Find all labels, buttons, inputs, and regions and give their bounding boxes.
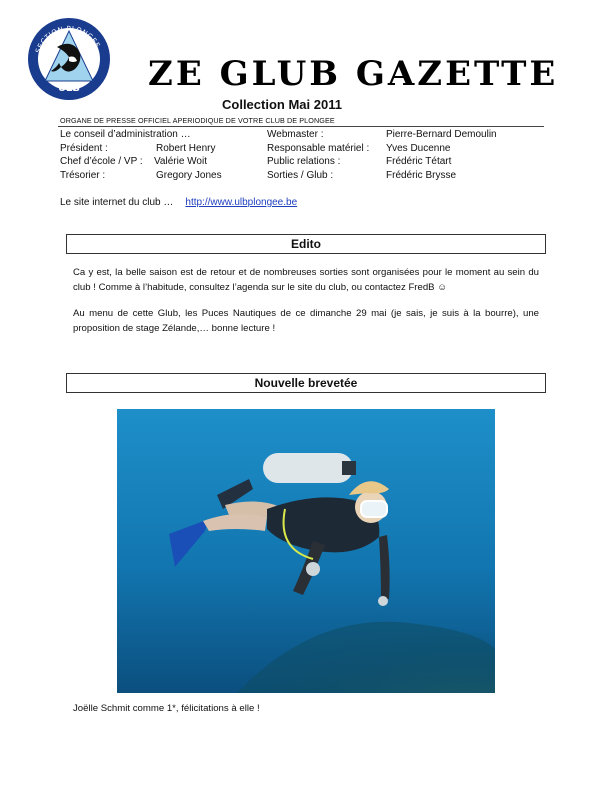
board-name: Frédéric Brysse [386,170,457,181]
board-left-row [60,170,105,182]
website-label: Le site internet du club … [60,197,174,208]
edito-paragraph-1: Ca y est, la belle saison est de retour et de nombreuses sorties sont organisées pour le moment au sein du club ! Comme à l’habitude, consultez l’agenda sur le site du club, ou contactez FredB ☺ [73,267,539,293]
logo-top-text: SECTION PLONGEE [34,24,102,55]
board-role: Le conseil d’administration … [60,129,191,140]
organe-subtitle: ORGANE DE PRESSE OFFICIEL APERIODIQUE DE VOTRE CLUB DE PLONGEE [60,116,335,125]
board-name: Yves Ducenne [386,143,451,154]
board-left-row [60,129,191,141]
board-name: Pierre-Bernard Demoulin [386,129,497,140]
board-name: Valérie Woit [154,156,207,167]
board-role: Public relations : [267,156,341,167]
board-role: Sorties / Glub : [267,170,334,181]
board-left-row [60,143,108,155]
brevetee-heading: Nouvelle brevetée [66,373,546,393]
website-line [60,197,297,208]
website-link[interactable]: http://www.ulbplongee.be [185,197,298,208]
board-name: Robert Henry [156,143,216,154]
board-left-row [60,156,143,168]
board-role: Chef d’école / VP : [60,156,143,167]
diver-photo [117,409,495,693]
board-role: Responsable matériel : [267,143,370,154]
board-name: Frédéric Tétart [386,156,452,167]
logo-bottom-text: ULB [57,83,81,94]
board-name: Gregory Jones [156,170,222,181]
edito-heading: Edito [66,234,546,254]
header-divider [58,126,544,127]
collection-label: Collection Mai 2011 [222,97,342,112]
masthead-title: ZE GLUB GAZETTE [148,54,559,94]
club-logo [27,17,111,101]
board-role: Webmaster : [267,129,324,140]
photo-caption: Joëlle Schmit comme 1*, félicitations à elle ! [73,703,260,714]
edito-paragraph-2: Au menu de cette Glub, les Puces Nautiques de ce dimanche 29 mai (je sais, je suis à la bourre), une proposition de stage Zélande,… bonne lecture ! [73,308,539,334]
board-role: Président : [60,143,108,154]
board-role: Trésorier : [60,170,106,181]
